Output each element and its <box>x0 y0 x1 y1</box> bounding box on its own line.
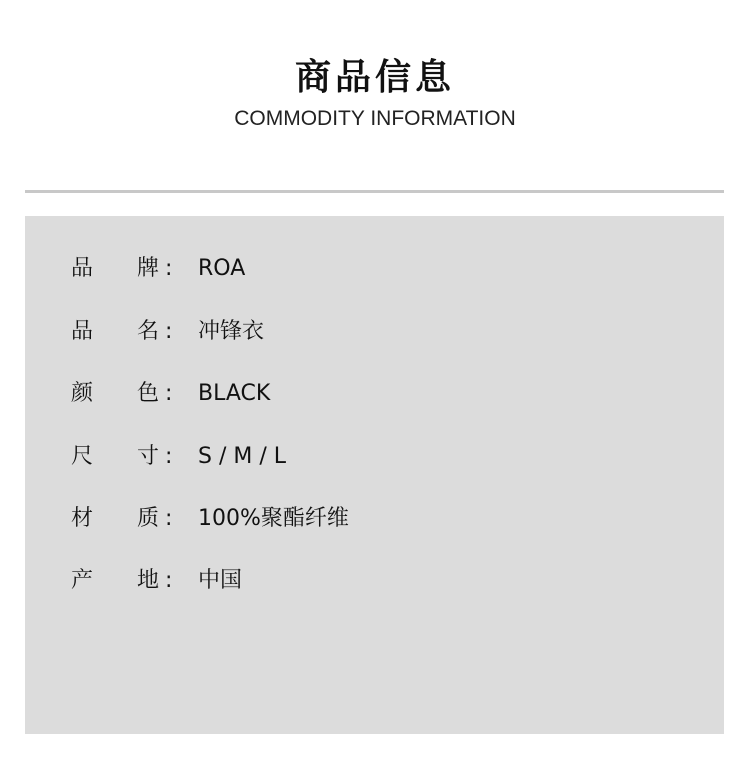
page-title: 商品信息 <box>294 57 455 98</box>
spec-panel <box>25 216 724 734</box>
spec-value-brand: ROA <box>198 256 246 281</box>
spec-label-second-char: 牌 <box>137 256 160 281</box>
spec-label-second-char: 质 <box>137 506 160 531</box>
spec-row-name <box>25 315 724 349</box>
spec-label-first-char: 尺 <box>71 444 94 469</box>
spec-value-name: 冲锋衣 <box>198 319 265 344</box>
spec-label-first-char: 品 <box>71 256 94 281</box>
section-divider <box>25 190 724 193</box>
spec-colon: : <box>165 568 173 593</box>
spec-colon: : <box>165 444 173 469</box>
spec-row-material <box>25 502 724 536</box>
spec-value-size: S / M / L <box>198 444 286 469</box>
spec-row-origin <box>25 564 724 598</box>
spec-row-brand <box>25 252 724 286</box>
spec-colon: : <box>165 381 173 406</box>
spec-label-second-char: 名 <box>137 319 160 344</box>
spec-label-second-char: 寸 <box>137 444 160 469</box>
page-subtitle: COMMODITY INFORMATION <box>234 107 516 130</box>
spec-value-material: 100%聚酯纤维 <box>198 506 349 531</box>
spec-colon: : <box>165 256 173 281</box>
spec-label-first-char: 产 <box>71 568 94 593</box>
spec-label-first-char: 品 <box>71 319 94 344</box>
spec-value-origin: 中国 <box>198 568 243 593</box>
spec-label-first-char: 材 <box>71 506 94 531</box>
spec-colon: : <box>165 319 173 344</box>
spec-value-color: BLACK <box>198 381 271 406</box>
spec-label-second-char: 色 <box>137 381 160 406</box>
spec-row-color <box>25 377 724 411</box>
spec-label-first-char: 颜 <box>71 381 94 406</box>
spec-colon: : <box>165 506 173 531</box>
spec-row-size <box>25 440 724 474</box>
spec-label-second-char: 地 <box>137 568 160 593</box>
